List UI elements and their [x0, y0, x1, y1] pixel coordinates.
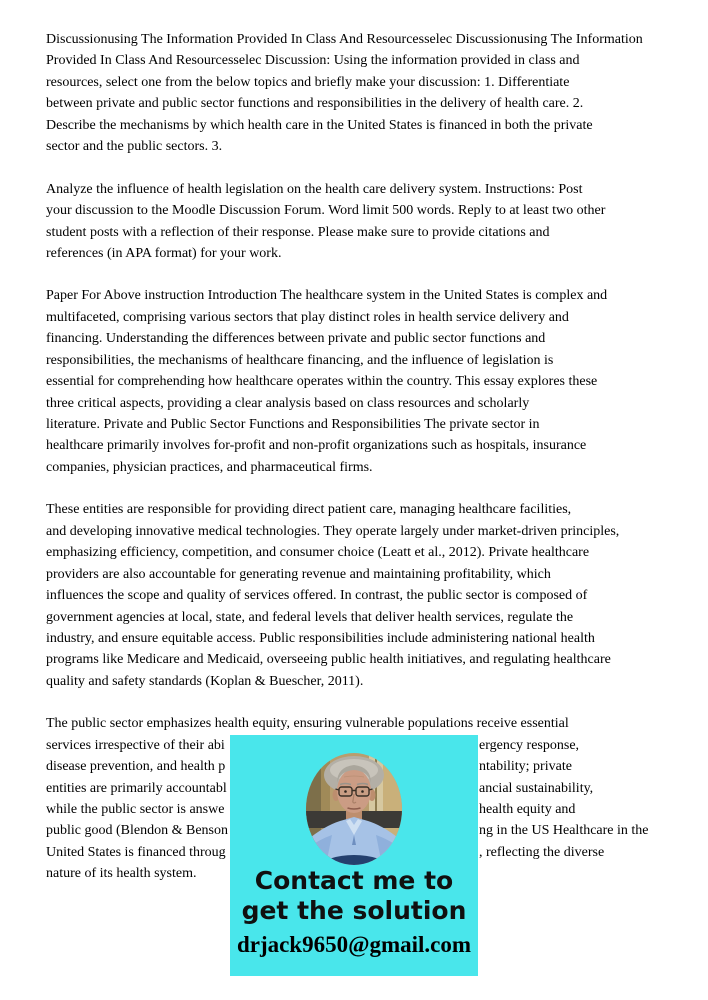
text-line: companies, physician practices, and pharmaceutical firms. — [46, 459, 373, 475]
text-fragment-left: services irrespective of their abi — [46, 737, 225, 753]
text-line: and developing innovative medical technologies. They operate largely under market-driven principles, — [46, 523, 620, 539]
text-line: financing. Understanding the differences between private and public sector functions and — [46, 331, 546, 347]
text-line: between private and public sector functions and responsibilities in the delivery of health care. 2. — [46, 96, 584, 112]
contact-heading-line2: get the solution — [241, 896, 467, 925]
text-line: Describe the mechanisms by which health care in the United States is financed in both the private — [46, 117, 593, 133]
text-fragment-right: , reflecting the diverse — [479, 844, 605, 860]
text-line: healthcare primarily involves for-profit and non-profit organizations such as hospitals, insurance — [46, 438, 587, 454]
text-line: These entities are responsible for providing direct patient care, managing healthcare facilities, — [46, 502, 572, 518]
text-fragment-left: United States is financed throug — [46, 844, 226, 860]
text-line: references (in APA format) for your work. — [46, 245, 282, 261]
consultant-portrait-photo — [306, 753, 402, 865]
text-line: emphasizing efficiency, competition, and consumer choice (Leatt et al., 2012). Private healthcare — [46, 545, 590, 561]
contact-email: drjack9650@gmail.com — [236, 932, 472, 957]
text-line: literature. Private and Public Sector Functions and Responsibilities The private sector in — [46, 417, 540, 432]
text-fragment-left: entities are primarily accountabl — [46, 780, 227, 796]
text-line: influences the scope and quality of services offered. In contrast, the public sector is composed of — [46, 588, 588, 604]
paragraph — [46, 285, 668, 478]
text-line: Provided In Class And Resourcesselec Discussion: Using the information provided in class and — [46, 53, 580, 69]
text-line: industry, and ensure equitable access. Public responsibilities include administering national health — [46, 630, 595, 646]
text-line: The public sector emphasizes health equity, ensuring vulnerable populations receive essential — [46, 716, 569, 732]
contact-heading-line1: Contact me to — [254, 866, 454, 895]
text-fragment-right: ntability; private — [479, 759, 572, 775]
text-fragment-left: public good (Blendon & Benson — [46, 823, 228, 839]
text-line: student posts with a reflection of their response. Please make sure to provide citations and — [46, 224, 550, 240]
text-line: essential for comprehending how healthcare operates within the country. This essay explores these — [46, 374, 598, 390]
contact-heading — [230, 866, 478, 926]
text-fragment-right: health equity and — [479, 802, 576, 817]
text-line: nature of its health system. — [46, 866, 197, 882]
paragraph — [46, 29, 668, 158]
text-line: your discussion to the Moodle Discussion Forum. Word limit 500 words. Reply to at least two other — [46, 203, 606, 219]
paragraph — [46, 179, 668, 265]
text-line: programs like Medicare and Medicaid, overseeing public health initiatives, and regulating healthcare — [46, 652, 611, 668]
text-fragment-right: ng in the US Healthcare in the — [479, 823, 649, 839]
text-line: Discussionusing The Information Provided In Class And Resourcesselec Discussionusing The Information — [46, 32, 643, 47]
contact-overlay-card — [230, 735, 478, 976]
text-line: Analyze the influence of health legislation on the health care delivery system. Instructions: Post — [46, 181, 583, 197]
text-fragment-right: ergency response, — [479, 737, 580, 753]
paragraph — [46, 499, 668, 692]
text-line: multifaceted, comprising various sectors that play distinct roles in health service delivery and — [46, 309, 569, 325]
text-line: providers are also accountable for generating revenue and maintaining profitability, which — [46, 566, 551, 582]
text-line: three critical aspects, providing a clear analysis based on class resources and scholarly — [46, 395, 530, 411]
text-line: resources, select one from the below topics and briefly make your discussion: 1. Differentiate — [46, 74, 570, 90]
text-line: Paper For Above instruction Introduction The healthcare system in the United States is complex and — [46, 288, 608, 304]
text-line: sector and the public sectors. 3. — [46, 139, 223, 155]
text-line: quality and safety standards (Koplan & Buescher, 2011). — [46, 673, 364, 689]
text-fragment-left: while the public sector is answe — [46, 802, 225, 817]
text-line: government agencies at local, state, and federal levels that deliver health services, regulate the — [46, 609, 574, 625]
text-fragment-right: ancial sustainability, — [479, 780, 594, 796]
text-line: responsibilities, the mechanisms of healthcare financing, and the influence of legislation is — [46, 352, 554, 368]
text-fragment-left: disease prevention, and health p — [46, 759, 226, 775]
